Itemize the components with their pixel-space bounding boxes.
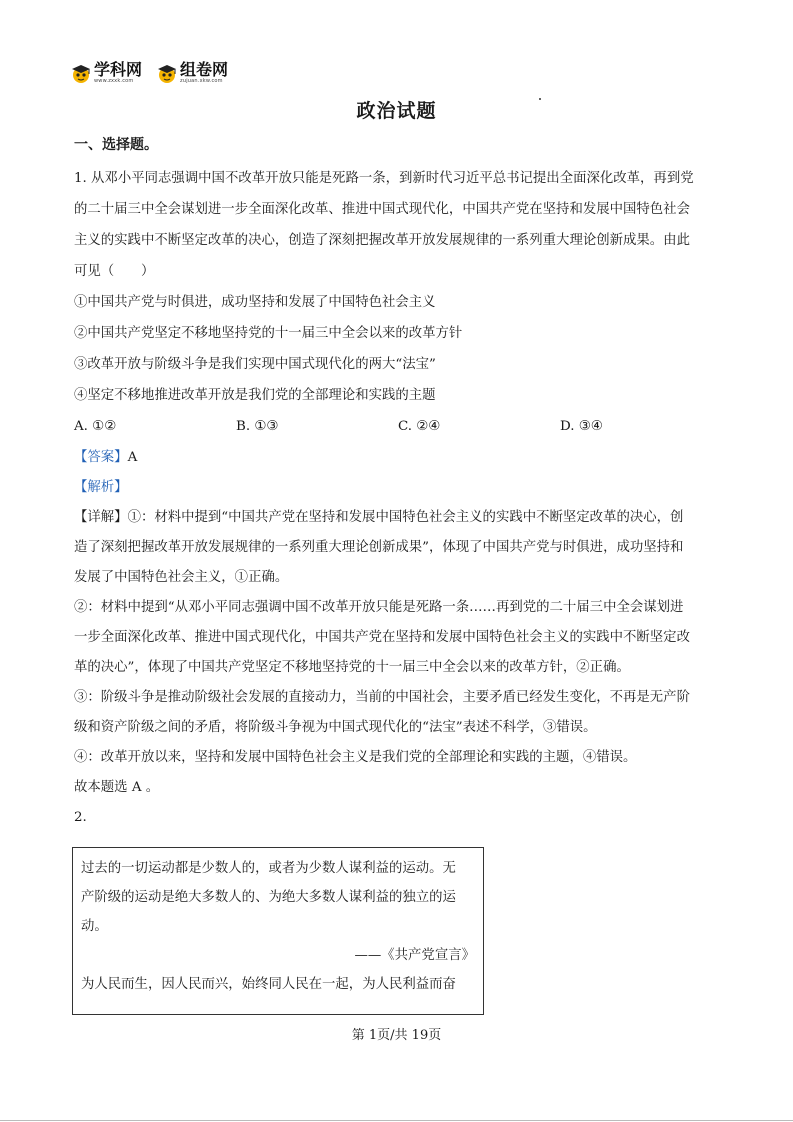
option-d: D. ③④ [560,419,603,434]
answer-line [74,447,722,477]
detail-line: 级和资产阶级之间的矛盾，将阶级斗争视为中国式现代化的“法宝”表述不科学，③错误。 [74,720,597,735]
page-title: 政治试题 [356,100,437,122]
section-heading: 一、选择题。 [74,137,158,153]
option-c: C. ②④ [398,419,441,434]
logo-name: 学科网 [94,60,143,79]
q1-statement: ①中国共产党与时俱进，成功坚持和发展了中国特色社会主义 [74,295,436,310]
quote-source: ——《共产党宣言》 [354,948,475,963]
logo-url: zujuan.xkw.com [180,78,223,84]
q1-options [74,416,722,447]
quote-line: 动。 [81,919,108,934]
stray-mark [539,98,541,100]
detail-line: ③：阶级斗争是推动阶级社会发展的直接动力，当前的中国社会，主要矛盾已经发生变化，不再是无产阶 [74,690,690,705]
detail-text: ①：材料中提到“中国共产党在坚持和发展中国特色社会主义的实践中不断坚定改革的决心，创 [127,510,684,525]
detail-line: 一步全面深化改革、推进中国式现代化，中国共产党在坚持和发展中国特色社会主义的实践中不断坚定改 [74,630,690,645]
q1-stem-line: 主义的实践中不断坚定改革的决心，创造了深刻把握改革开放发展规律的一系列重大理论创新成果。由此 [74,233,690,248]
zxxk-logo [70,58,142,88]
q2-number: 2. [74,810,87,825]
analysis-line [74,477,722,507]
detail-tag: 【详解】 [74,510,128,525]
q1-statement: ④坚定不移地推进改革开放是我们党的全部理论和实践的主题 [74,388,436,403]
detail-line: 革的决心”，体现了中国共产党坚定不移地坚持党的十一届三中全会以来的改革方针，②正确。 [74,660,630,675]
detail-line: 故本题选 A 。 [74,780,160,795]
q1-stem-line: 可见（ ） [74,264,155,279]
zujuan-logo [156,58,228,88]
detail-line: ④：改革开放以来，坚持和发展中国特色社会主义是我们党的全部理论和实践的主题，④错误。 [74,750,637,765]
logo-url: www.zxxk.com [94,78,134,84]
q1-stem-line: 1. 从邓小平同志强调中国不改革开放只能是死路一条，到新时代习近平总书记提出全面深化改革，再到党 [74,171,694,186]
quote-continuation: 为人民而生，因人民而兴，始终同人民在一起，为人民利益而奋 [81,977,456,992]
bottom-divider [0,1120,793,1121]
quote-line: 过去的一切运动都是少数人的，或者为少数人谋利益的运动。无 [81,861,456,876]
q1-stem-line: 的二十届三中全会谋划进一步全面深化改革、推进中国式现代化，中国共产党在坚持和发展中国特色社会 [74,202,690,217]
option-a: A. ①② [74,419,117,434]
mascot-icon [70,62,92,84]
answer-tag: 【答案】 [74,450,128,465]
detail-line: 发展了中国特色社会主义，①正确。 [74,570,289,585]
header-logos [70,58,228,88]
detail-line: ②：材料中提到“从邓小平同志强调中国不改革开放只能是死路一条……再到党的二十届三中全会谋划进 [74,600,684,615]
detail-line: 造了深刻把握改革开放发展规律的一系列重大理论创新成果”，体现了中国共产党与时俱进，成功坚持和 [74,540,684,555]
q1-statement: ②中国共产党坚定不移地坚持党的十一届三中全会以来的改革方针 [74,326,463,341]
q1-statement: ③改革开放与阶级斗争是我们实现中国式现代化的两大“法宝” [74,357,436,372]
answer-value: A [127,450,138,465]
option-b: B. ①③ [236,419,279,434]
analysis-tag: 【解析】 [74,480,128,495]
logo-name: 组卷网 [180,60,229,79]
quote-line: 产阶级的运动是绝大多数人的、为绝大多数人谋利益的独立的运 [81,890,456,905]
mascot-icon [156,62,178,84]
question-body [74,168,722,838]
page-number: 第 1页/共 19页 [351,1028,442,1043]
q2-material-box [72,847,484,1015]
detail-line [74,507,722,537]
